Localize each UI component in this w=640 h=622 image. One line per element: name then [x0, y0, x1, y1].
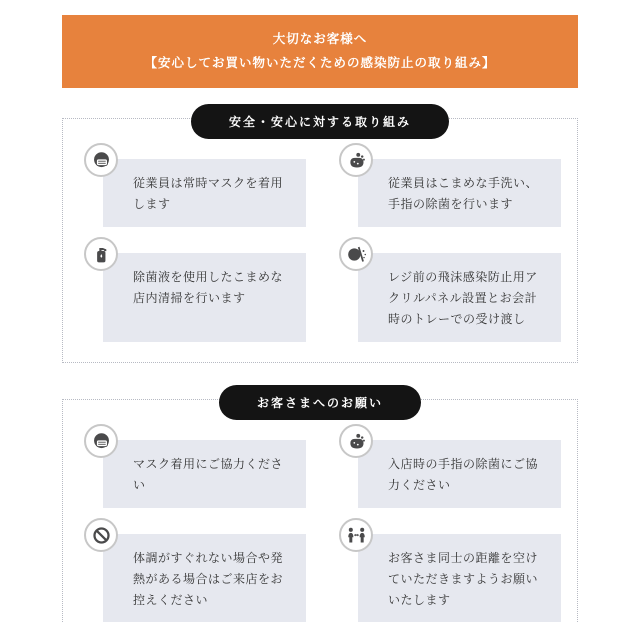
no-entry-icon [84, 518, 118, 552]
social-distance-icon [339, 518, 373, 552]
banner [62, 15, 578, 88]
hand-wash-icon [339, 143, 373, 177]
card-text: 従業員は常時マスクを着用します [133, 176, 284, 211]
sneeze-guard-icon [339, 237, 373, 271]
card [103, 440, 306, 508]
banner-line2: 【安心してお買い物いただくための感染防止の取り組み】 [144, 56, 496, 70]
card-text: 除菌液を使用したこまめな店内清掃を行います [133, 270, 284, 305]
card-text: 入店時の手指の除菌にご協力ください [388, 457, 539, 492]
spray-bottle-icon [84, 237, 118, 271]
card [358, 159, 561, 227]
hand-wash-icon [339, 424, 373, 458]
section-title-pill: お客さまへのお願い [219, 385, 421, 420]
card [103, 253, 306, 342]
card-text: 従業員はこまめな手洗い、手指の除菌を行います [388, 176, 539, 211]
card [358, 534, 561, 622]
card [358, 440, 561, 508]
section-customer-requests [62, 396, 578, 622]
card [358, 253, 561, 342]
section-title-pill: 安全・安心に対する取り組み [191, 104, 449, 139]
banner-line1: 大切なお客様へ [272, 32, 368, 46]
card-text: 体調がすぐれない場合や発熱がある場合はご来店をお控えください [133, 551, 284, 607]
mask-face-icon [84, 424, 118, 458]
content [62, 15, 578, 622]
card-grid [103, 440, 561, 622]
card [103, 159, 306, 227]
section-safety-measures [62, 115, 578, 363]
card-grid [103, 159, 561, 342]
mask-face-icon [84, 143, 118, 177]
card [103, 534, 306, 622]
card-text: お客さま同士の距離を空けていただきますようお願いいたします [388, 551, 539, 607]
card-text: マスク着用にご協力ください [133, 457, 284, 492]
card-text: レジ前の飛沫感染防止用アクリルパネル設置とお会計時のトレーでの受け渡し [388, 270, 538, 326]
